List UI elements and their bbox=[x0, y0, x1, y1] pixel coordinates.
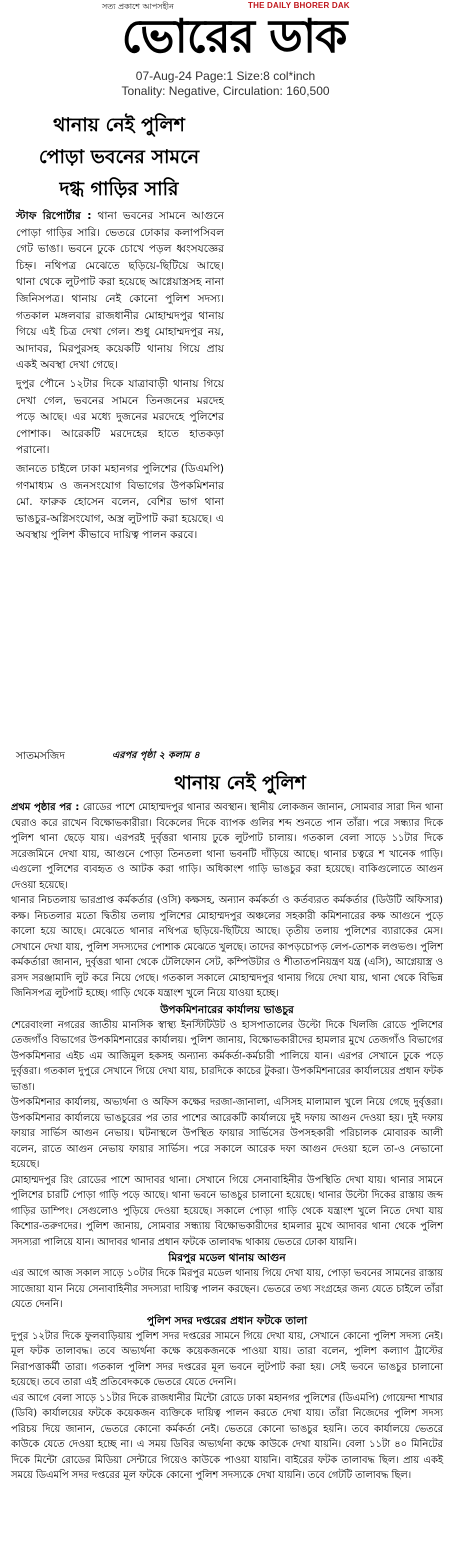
headline-line-2: পোড়া ভবনের সামনে bbox=[38, 146, 200, 168]
front-page-story bbox=[16, 208, 224, 546]
story-paragraph: শেরেবাংলা নগরের জাতীয় মানসিক স্বাস্থ্য ইনস্টিটিউট ও হাসপাতালের উল্টো দিকে খিলজি রোডে পুলিশের তেজগাঁও বিভাগের উপকমিশনারের কার্যালয়। পুলিশ জানায়, বিক্ষোভকারীদের হামলার মুখে তেজগাঁও বিভাগের উপকমিশনার এইচ এম আজিমুল হকসহ অন্যান্য কর্মকর্তা-কর্মচারী পালিয়ে যান। এরপর সেখানে ঢুকে পড়ে দুর্বৃত্তরা। গতকাল দুপুরে সেখানে গিয়ে দেখা যায়, চারদিকে কাচের টুকরা। উপকমিশনারের কার্যালয়ের প্রধান ফটক ভাঙা। bbox=[11, 1019, 443, 1093]
headline-line-3: দগ্ধ গাড়ির সারি bbox=[59, 178, 179, 200]
headline-line-1: থানায় নেই পুলিশ bbox=[53, 114, 185, 136]
byline: স্টাফ রিপোর্টার : bbox=[16, 210, 92, 222]
story-paragraph: থানার নিচতলায় ভারপ্রাপ্ত কর্মকর্তার (ওসি) কক্ষসহ, অন্যান কর্মকর্তা ও কর্তব্যরত কর্মকর্তার (ডিউটি অফিসার) কক্ষ। নিচতলার মতো দ্বিতীয় তলায় পুলিশের মোহাম্মদপুর অঞ্চলের সহকারী কমিশনারের কক্ষ আগুনে পুড়ে কালো হয়ে আছে। মেঝেতে থানার নথিপত্র ছড়িয়ে-ছিটিয়ে আছে। তৃতীয় তলায় পুলিশের ব্যারাকের মেস। সেখানে দেখা যায়, পুলিশ সদস্যদের পোশাক মেঝেতে খুলছে। তাদের কাপড়চোপড় লেপ-তোশক লণ্ডভণ্ড। পুলিশ কর্মকর্তারা জানান, দুর্বৃত্তরা থানা থেকে টেলিফোন সেট, কম্পিউটার ও শীতাতপনিয়ন্ত্রণ যন্ত্র (এসি), আগ্নেয়াস্ত্র ও রসদ সরঞ্জামাদি লুট করে নিয়ে গেছে। গতকাল সকালে মোহাম্মদপুর থানায় গিয়ে দেখা যায়, থানা থেকে বিভিন্ন জিনিসপত্র লুটপাট হচ্ছে। গাড়ি থেকে যন্ত্রাংশ খুলে নিয়ে যাওয়া হচ্ছে। bbox=[11, 895, 443, 999]
story-paragraph: উপকমিশনার কার্যালয়, অভ্যর্থনা ও অফিস কক্ষের দরজা-জানালা, এসিসহ মালামাল খুলে নিয়ে গেছে দুর্বৃত্তরা। উপকমিশনার কার্যালয়ে ভাঙচুরের পর তার পাশের আরেকটি কার্যালয়ে দুই দফায় আগুন দেওয়া হয়। দুই দফায় ফায়ার সার্ভিস আগুন নেভায়। ঘটনাস্থলে উপস্থিত ফায়ার সার্ভিসের উপসহকারী পরিচালক মোবারক আলী বলেন, রাতে আগুন নেভায় ফায়ার সার্ভিস। পরে সকালে আরেক দফা আগুন দেওয়া হলে তা-ও নেভানো হয়েছে। bbox=[11, 1097, 443, 1170]
story-paragraph: দুপুর ১২টার দিকে ফুলবাড়িয়ায় পুলিশ সদর দপ্তরের সামনে গিয়ে দেখা যায়, সেখানে কোনো পুলিশ সদস্য নেই। মূল ফটক তালাবদ্ধ। তবে অভ্যর্থনা কক্ষে কয়েকজনকে পাওয়া যায়। তারা বলেন, পুলিশ কল্যাণ ট্রাস্টের নিরাপত্তাকর্মী তারা। গতকাল পুলিশ সদর দপ্তরের মূল ভবনে লুটপাট করা হয়। সেই ভবনে ভাঙচুর চালানো হয়েছে। তবে তারা এই প্রতিবেদককে ভেতরে যেতে দেননি। bbox=[11, 1330, 443, 1388]
story-paragraph: মোহাম্মদপুর রিং রোডের পাশে আদাবর থানা। সেখানে গিয়ে সেনাবাহিনীর উপস্থিতি দেখা যায়। থানার সামনে পুলিশের চারটি পোড়া গাড়ি পড়ে আছে। থানা ভবনে ভাঙচুর চালানো হয়েছে। থানার উল্টো দিকের রাস্তায় জব্দ গাড়ির ডাম্পিং। সেগুলোও পুড়িয়ে দেওয়া হয়েছে। সকালে পোড়া গাড়ি থেকে যন্ত্রাংশ খুলে নিতে দেখা যায় কিশোর-তরুণদের। পুলিশ জানায়, সোমবার সন্ধ্যায় বিক্ষোভকারীদের হামলার মুখে আদাবর থানা থেকে পুলিশ সদস্যরা পালিয়ে যান। আদাবর থানার প্রধান ফটকে তালাবদ্ধ থাকায় ভেতরে ঢোকা যায়নি। bbox=[11, 1174, 444, 1248]
subheading: পুলিশ সদর দপ্তরের প্রধান ফটকে তালা bbox=[146, 1314, 308, 1327]
masthead-english-title: THE DAILY BHORER DAK bbox=[248, 1, 350, 10]
subheading: উপকমিশনারের কার্যালয় ভাঙচুর bbox=[160, 1003, 294, 1016]
continuation-headline: থানায় নেই পুলিশ bbox=[174, 772, 306, 794]
story-paragraph bbox=[11, 800, 443, 893]
masthead bbox=[0, 0, 451, 70]
paragraph-text: রোডের পাশে মোহাম্মদপুর থানার অবস্থান। স্থানীয় লোকজন জানান, সোমবার সারা দিন থানা ঘেরাও করে রাখেন বিক্ষোভকারীরা। বিকেলের দিকে ব্যাপক গুলির শব্দ শুনতে পান তাঁরা। পরে সন্ধ্যার দিকে পুলিশ থানা ছেড়ে যায়। এরপরই দুর্বৃত্তরা থানায় ঢুকে লুটপাট চালায়। গতকাল বেলা সাড়ে ১১টার দিকে সরেজমিনে দেখা যায়, আগুনে পোড়া তিনতলা থানা ভবনটি দাঁড়িয়ে আছে। থানার চত্বরে শ খানেক গাড়ি। এগুলো পুলিশের ব্যবহৃত ও আটক করা গাড়ি। অধিকাংশ গাড়ি ভাঙচুর করা হয়েছে। বাকিগুলোতে আগুন দেওয়া হয়েছে। bbox=[11, 802, 444, 891]
clip-meta-line-1: 07-Aug-24 Page:1 Size:8 col*inch bbox=[135, 69, 316, 83]
story-paragraph: এর আগে বেলা সাড়ে ১১টার দিকে রাজধানীর মিন্টো রোডে ঢাকা মহানগর পুলিশের (ডিএমপি) গোয়েন্দা শাখার (ডিবি) কার্যালয়ের ফটকে কয়েকজন ব্যক্তিকে দায়িত্ব পালন করতে দেখা যায়। তাঁরা নিজেদের পুলিশ সদস্য পরিচয় দিয়ে জানান, ভেতরে কোনো কর্মকর্তা নেই। ভেতরে কোনো ভাঙচুর হয়নি। তবে কার্যালয়ে ভেতরে কাউকে যেতে দেওয়া হচ্ছে না। এ সময় ডিবির অভ্যর্থনা কক্ষে কাউকে দেখা যায়নি। বেলা ১১টা ৪০ মিনিটের দিকে মিন্টো রোডের মিডিয়া সেন্টারে গিয়েও কাউকে পাওয়া যায়নি। বাইরের ফটক তালাবদ্ধ ছিল। প্রায় একই সময়ে ডিএমপি সদর দপ্তরের মূল ফটকে কোনো পুলিশ সদস্যকে দেখা যায়নি। তবে গেটটি তালাবদ্ধ ছিল। bbox=[11, 1392, 443, 1481]
paragraph-text: থানা ভবনের সামনে আগুনে পোড়া গাড়ির সারি। ভেতরে ঢোকার কলাপসিবল গেট ভাঙা। ভবনে ঢুকে চোখে পড়ল ধ্বংসযজ্ঞের চিহ্ন। নথিপত্র মেঝেতে ছড়িয়ে-ছিটিয়ে আছে। থানা থেকে লুটপাট করা হয়েছে আগ্নেয়াস্ত্রসহ নানা জিনিসপত্র। থানায় নেই কোনো পুলিশ সদস্য। গতকাল মঙ্গলবার রাজধানীর মোহাম্মদপুর থানায় গিয়ে এই চিত্র দেখা গেল। শুধু মোহাম্মদপুর নয়, আদাবর, মিরপুরসহ কয়েকটি থানায় গিয়ে প্রায় একই অবস্থা দেখা গেছে। bbox=[16, 210, 224, 372]
subheading: মিরপুর মডেল থানায় আগুন bbox=[168, 1252, 286, 1264]
continuation-story bbox=[11, 800, 443, 1484]
continued-from-label: প্রথম পৃষ্ঠার পর : bbox=[11, 802, 80, 813]
story-paragraph: জানতে চাইলে ঢাকা মহানগর পুলিশের (ডিএমপি) গণমাধ্যম ও জনসংযোগ বিভাগের উপকমিশনার মো. ফারুক হোসেন বলেন, বেশির ভাগ থানা ভাঙচুর-অগ্নিসংযোগ, অস্ত্র লুটপাট করা হয়েছে। এ অবস্থায় পুলিশ কীভাবে দায়িত্ব পালন করবে। bbox=[16, 462, 224, 542]
story-paragraph: দুপুর পৌনে ১২টার দিকে যাত্রাবাড়ী থানায় গিয়ে দেখা গেল, ভবনের সামনে তিনজনের মরদেহ পড়ে আছে। এর মধ্যে দুজনের মরদেহে পুলিশের পোশাক। আরেকটি মরদেহের হাতে হাতকড়া পরানো। bbox=[16, 377, 224, 457]
newspaper-logo: ভোরের ডাক bbox=[121, 9, 347, 63]
masthead-tagline: সত্য প্রকাশে আপসহীন bbox=[102, 2, 174, 11]
jump-left-text: সাতমসজিদ bbox=[16, 750, 65, 762]
clip-meta-line-2: Tonality: Negative, Circulation: 160,500 bbox=[121, 84, 330, 98]
continued-on-page: এরপর পৃষ্ঠা ২ কলাম ৪ bbox=[112, 750, 200, 761]
story-paragraph: এর আগে আজ সকাল সাড়ে ১০টার দিকে মিরপুর মডেল থানায় গিয়ে দেখা যায়, পোড়া ভবনের সামনের রাস্তায় সাজোয়া যান নিয়ে সেনাবাহিনীর সদস্যরা দায়িত্ব পালন করছেন। ভেতরে তথ্য সংগ্রহের জন্য যেতে চাইলে তাঁরা যেতে দেননি। bbox=[11, 1268, 443, 1310]
story-paragraph bbox=[16, 208, 224, 374]
